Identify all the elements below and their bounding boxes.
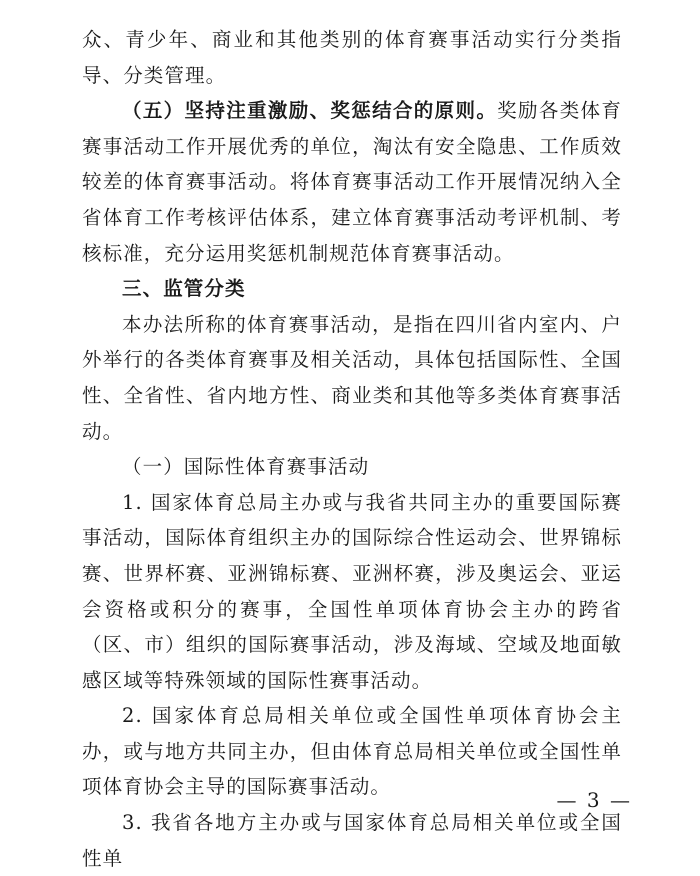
paragraph-continuation: 众、青少年、商业和其他类别的体育赛事活动实行分类指导、分类管理。 <box>82 28 622 87</box>
principle-five-text: 奖励各类体育赛事活动工作开展优秀的单位，淘汰有安全隐患、工作质效较差的体育赛事活动。将体育赛事活动工作开展情况纳入全省体育工作考核评估体系，建立体育赛事活动考评机制、考核标准，充分运用奖惩机制规范体育赛事活动。 <box>82 99 622 265</box>
paragraph-item-2: 2. 国家体育总局相关单位或全国性单项体育协会主办，或与地方共同主办，但由体育总局相关单位或全国性单项体育协会主导的国际赛事活动。 <box>82 704 622 799</box>
subheading-international-events: （一）国际性体育赛事活动 <box>122 455 370 479</box>
paragraph-item-3: 3. 我省各地方主办或与国家体育总局相关单位或全国性单 <box>82 811 622 870</box>
page-number: — 3 — <box>556 788 632 812</box>
paragraph-definition: 本办法所称的体育赛事活动，是指在四川省内室内、户外举行的各类体育赛事及相关活动，具体包括国际性、全国性、全省性、省内地方性、商业类和其他等多类体育赛事活动。 <box>82 312 622 443</box>
principle-five-lead: （五）坚持注重激励、奖惩结合的原则。 <box>122 99 498 123</box>
document-body <box>82 22 622 876</box>
paragraph-principle-five <box>82 93 622 271</box>
section-heading-supervision-categories: 三、监管分类 <box>122 277 246 301</box>
paragraph-item-1: 1. 国家体育总局主办或与我省共同主办的重要国际赛事活动，国际体育组织主办的国际综合性运动会、世界锦标赛、世界杯赛、亚洲锦标赛、亚洲杯赛，涉及奥运会、亚运会资格或积分的赛事，全国性单项体育协会主办的跨省（区、市）组织的国际赛事活动，涉及海域、空域及地面敏感区域等特殊领域的国际性赛事活动。 <box>82 490 622 692</box>
